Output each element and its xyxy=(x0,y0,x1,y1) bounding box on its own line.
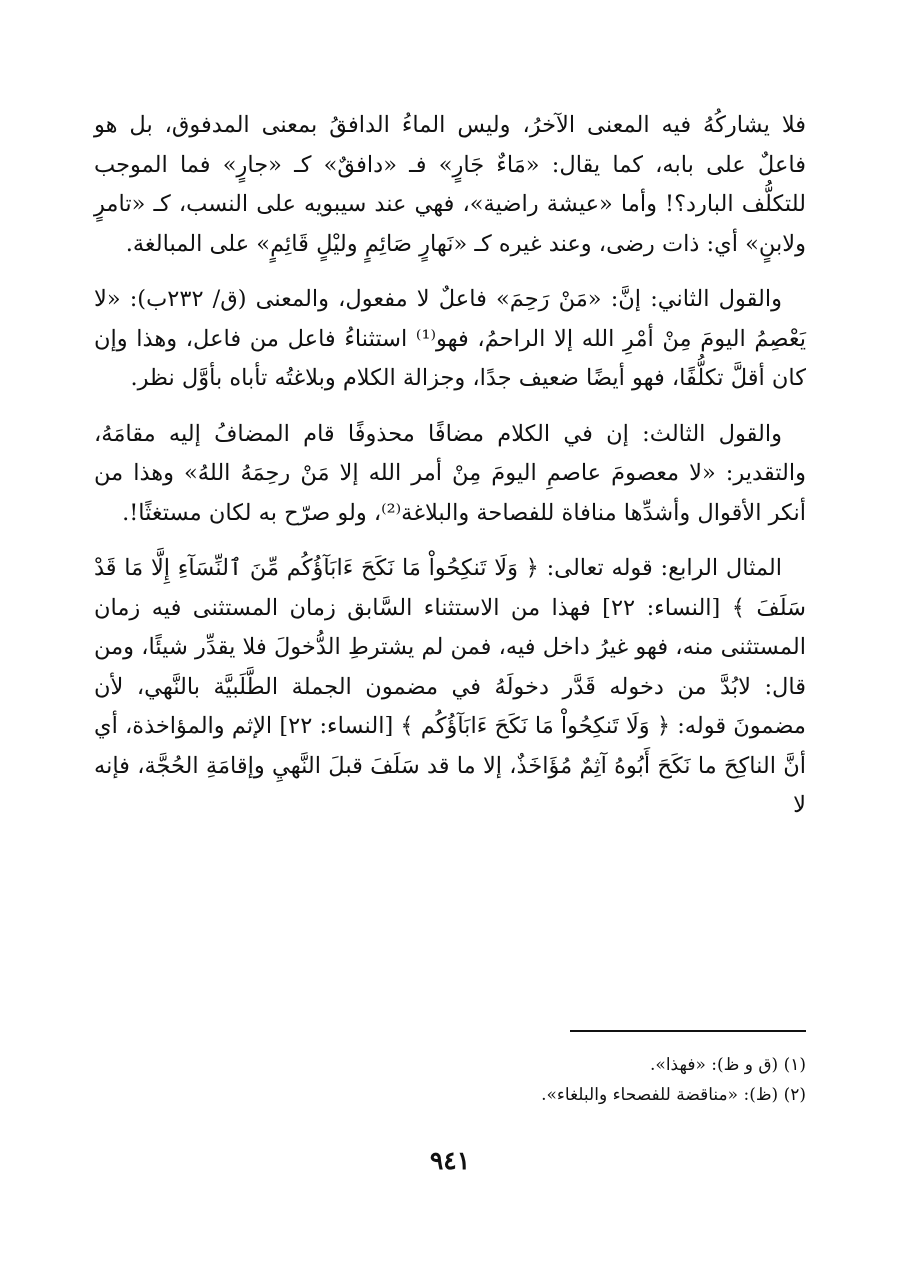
footnote-2: (٢) (ظ): «مناقضة للفصحاء والبلغاء». xyxy=(541,1085,806,1105)
paragraph-3: والقول الثالث: إن في الكلام مضافًا محذوفًا قام المضافُ إليه مقامَهُ، والتقدير: «لا معصومَ عاصمِ اليومَ مِنْ أمر الله إلا مَنْ رحِمَهُ اللهُ» وهذا من أنكر الأقوال وأشدِّها منافاة للفصاحة والبلاغة⁽²⁾، ولو صرّح به لكان مستغثًا!. xyxy=(94,420,806,526)
paragraph-2: والقول الثاني: إنَّ: «مَنْ رَحِمَ» فاعلٌ لا مفعول، والمعنى (ق/ ٢٣٢ب): «لا يَعْصِمُ اليومَ مِنْ أمْرِ الله إلا الراحمُ، فهو⁽¹⁾ استثناءُ فاعل من فاعل، وهذا وإن كان أقلَّ تكلُّفًا، فهو أيضًا ضعيف جدًا، وجزالة الكلام وبلاغتُه تأباه بأوَّل نظر. xyxy=(94,286,806,391)
footnote-1: (١) (ق و ظ): «فهذا». xyxy=(650,1055,806,1075)
paragraph-4: المثال الرابع: قوله تعالى: ﴿ وَلَا تَنكِحُواْ مَا نَكَحَ ءَابَآؤُكُم مِّنَ ٱلنِّسَآءِ إِلَّا مَا قَدْ سَلَفَ ﴾ [النساء: ٢٢] فهذا من الاستثناء السَّابق زمان المستثنى فيه زمان المستثنى منه، فهو غيرُ داخل فيه، فمن لم يشترطِ الدُّخولَ فلا يقدِّر شيئًا، ومن قال: لابُدَّ من دخوله قَدَّر دخولَهُ في مضمون الجملة الطَّلَبيَّة بالنَّهي، لأن مضمونَ قوله: ﴿ وَلَا تَنكِحُواْ مَا نَكَحَ ءَابَآؤُكُم ﴾ [النساء: ٢٢] الإثم والمؤاخذة، أي أنَّ الناكِحَ ما نَكَحَ أَبُوهُ آثِمٌ مُؤَاخَذٌ، إلا ما قد سَلَفَ قبلَ النَّهيِ وإقامَةِ الحُجَّة، فإنه لا xyxy=(94,555,806,818)
footnote-separator xyxy=(570,1030,806,1032)
main-text-block xyxy=(94,106,806,826)
page-number: ٩٤١ xyxy=(429,1146,471,1175)
paragraph-1: فلا يشاركُهُ فيه المعنى الآخرُ، وليس الماءُ الدافقُ بمعنى المدفوق، بل هو فاعلٌ على بابه، كما يقال: «مَاءٌ جَارٍ» فـ «دافقٌ» كـ «جارٍ» فما الموجب للتكلُّف البارد؟! وأما «عيشة راضية»، فهي عند سيبويه على النسب، كـ «تامرٍ ولابنٍ» أي: ذات رضى، وعند غيره كـ «نَهارٍ صَائِمٍ وليْلٍ قَائِمٍ» على المبالغة. xyxy=(94,112,806,257)
footnotes xyxy=(94,1050,806,1110)
